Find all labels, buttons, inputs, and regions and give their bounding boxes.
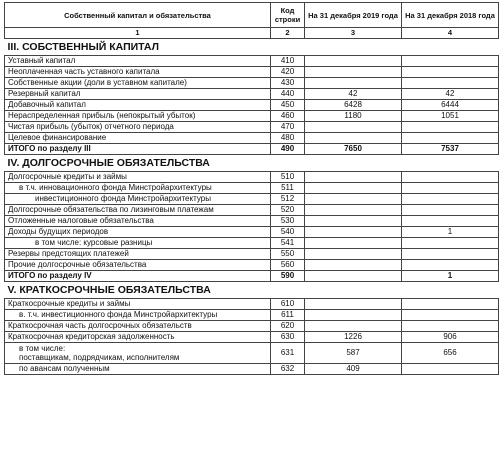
value-2019 bbox=[305, 260, 402, 271]
row-label: Резервный капитал bbox=[5, 89, 271, 100]
value-2019: 409 bbox=[305, 364, 402, 375]
value-2018 bbox=[402, 133, 499, 144]
table-row bbox=[5, 122, 499, 133]
value-2019 bbox=[305, 238, 402, 249]
value-2018: 42 bbox=[402, 89, 499, 100]
row-label: в том числе: bbox=[19, 344, 66, 353]
value-2018 bbox=[402, 78, 499, 89]
value-2018: 7537 bbox=[402, 144, 499, 155]
header-2019: На 31 декабря 2019 года bbox=[305, 3, 402, 28]
row-code: 511 bbox=[271, 183, 305, 194]
section-heading bbox=[5, 282, 499, 299]
row-code: 460 bbox=[271, 111, 305, 122]
value-2019: 42 bbox=[305, 89, 402, 100]
table-row bbox=[5, 310, 499, 321]
row-code: 632 bbox=[271, 364, 305, 375]
value-2018 bbox=[402, 183, 499, 194]
table-row bbox=[5, 364, 499, 375]
row-code: 470 bbox=[271, 122, 305, 133]
value-2018 bbox=[402, 122, 499, 133]
value-2019 bbox=[305, 205, 402, 216]
table-row bbox=[5, 332, 499, 343]
total-row bbox=[5, 144, 499, 155]
row-code: 541 bbox=[271, 238, 305, 249]
value-2019 bbox=[305, 194, 402, 205]
value-2019 bbox=[305, 310, 402, 321]
table-row bbox=[5, 260, 499, 271]
table-row bbox=[5, 56, 499, 67]
header-label: Собственный капитал и обязательства bbox=[5, 3, 271, 28]
value-2018: 656 bbox=[402, 343, 499, 364]
row-label: Уставный капитал bbox=[5, 56, 271, 67]
row-label: Краткосрочная часть долгосрочных обязательств bbox=[5, 321, 271, 332]
value-2018 bbox=[402, 364, 499, 375]
value-2019 bbox=[305, 299, 402, 310]
value-2018 bbox=[402, 194, 499, 205]
row-label: ИТОГО по разделу III bbox=[5, 144, 271, 155]
table-row bbox=[5, 67, 499, 78]
value-2019: 7650 bbox=[305, 144, 402, 155]
value-2018 bbox=[402, 249, 499, 260]
value-2018 bbox=[402, 260, 499, 271]
header-code: Код строки bbox=[271, 3, 305, 28]
value-2019: 6428 bbox=[305, 100, 402, 111]
value-2018 bbox=[402, 238, 499, 249]
row-code: 590 bbox=[271, 271, 305, 282]
row-code: 630 bbox=[271, 332, 305, 343]
row-label-multiline bbox=[5, 343, 271, 364]
column-number: 4 bbox=[402, 28, 499, 39]
value-2019: 1180 bbox=[305, 111, 402, 122]
value-2019 bbox=[305, 321, 402, 332]
section-heading bbox=[5, 155, 499, 172]
row-label: Резервы предстоящих платежей bbox=[5, 249, 271, 260]
row-label: Краткосрочные кредиты и займы bbox=[5, 299, 271, 310]
row-code: 540 bbox=[271, 227, 305, 238]
row-code: 560 bbox=[271, 260, 305, 271]
header-2018: На 31 декабря 2018 года bbox=[402, 3, 499, 28]
value-2018 bbox=[402, 172, 499, 183]
column-number: 1 bbox=[5, 28, 271, 39]
row-label: Краткосрочная кредиторская задолженность bbox=[5, 332, 271, 343]
row-code: 520 bbox=[271, 205, 305, 216]
section-title: V. КРАТКОСРОЧНЫЕ ОБЯЗАТЕЛЬСТВА bbox=[5, 282, 499, 299]
value-2018: 6444 bbox=[402, 100, 499, 111]
row-label: в том числе: курсовые разницы bbox=[5, 238, 271, 249]
value-2019: 587 bbox=[305, 343, 402, 364]
value-2019 bbox=[305, 172, 402, 183]
value-2019: 1226 bbox=[305, 332, 402, 343]
table-row bbox=[5, 183, 499, 194]
value-2018 bbox=[402, 216, 499, 227]
row-label: ИТОГО по разделу IV bbox=[5, 271, 271, 282]
value-2018 bbox=[402, 321, 499, 332]
row-label: Долгосрочные кредиты и займы bbox=[5, 172, 271, 183]
section-title: IV. ДОЛГОСРОЧНЫЕ ОБЯЗАТЕЛЬСТВА bbox=[5, 155, 499, 172]
table-header-row bbox=[5, 3, 499, 28]
row-label: Доходы будущих периодов bbox=[5, 227, 271, 238]
value-2019 bbox=[305, 249, 402, 260]
row-label: Отложенные налоговые обязательства bbox=[5, 216, 271, 227]
row-code: 440 bbox=[271, 89, 305, 100]
total-row bbox=[5, 271, 499, 282]
column-number: 3 bbox=[305, 28, 402, 39]
row-code: 510 bbox=[271, 172, 305, 183]
value-2019 bbox=[305, 133, 402, 144]
table-row bbox=[5, 133, 499, 144]
section-heading bbox=[5, 39, 499, 56]
row-label: Прочие долгосрочные обязательства bbox=[5, 260, 271, 271]
row-code: 631 bbox=[271, 343, 305, 364]
row-label: Собственные акции (доли в уставном капитале) bbox=[5, 78, 271, 89]
row-code: 611 bbox=[271, 310, 305, 321]
value-2018: 906 bbox=[402, 332, 499, 343]
row-code: 620 bbox=[271, 321, 305, 332]
table-row bbox=[5, 216, 499, 227]
value-2018 bbox=[402, 56, 499, 67]
row-label-continued: поставщикам, подрядчикам, исполнителям bbox=[19, 353, 180, 362]
row-label: Нераспределенная прибыль (непокрытый убыток) bbox=[5, 111, 271, 122]
table-row bbox=[5, 227, 499, 238]
row-code: 450 bbox=[271, 100, 305, 111]
row-label: Неоплаченная часть уставного капитала bbox=[5, 67, 271, 78]
table-row bbox=[5, 172, 499, 183]
value-2019 bbox=[305, 216, 402, 227]
column-number: 2 bbox=[271, 28, 305, 39]
row-label: инвестиционного фонда Минстройархитектуры bbox=[5, 194, 271, 205]
row-label: Добавочный капитал bbox=[5, 100, 271, 111]
row-code: 410 bbox=[271, 56, 305, 67]
table-row bbox=[5, 299, 499, 310]
table-row bbox=[5, 194, 499, 205]
value-2019 bbox=[305, 67, 402, 78]
row-code: 490 bbox=[271, 144, 305, 155]
row-label: Целевое финансирование bbox=[5, 133, 271, 144]
table-row bbox=[5, 343, 499, 364]
table-row bbox=[5, 238, 499, 249]
table-row bbox=[5, 89, 499, 100]
value-2019 bbox=[305, 271, 402, 282]
row-code: 512 bbox=[271, 194, 305, 205]
row-code: 430 bbox=[271, 78, 305, 89]
table-row bbox=[5, 111, 499, 122]
table-row bbox=[5, 321, 499, 332]
row-label: в т.ч. инновационного фонда Минстройархитектуры bbox=[5, 183, 271, 194]
value-2018: 1 bbox=[402, 271, 499, 282]
value-2019 bbox=[305, 227, 402, 238]
value-2018: 1 bbox=[402, 227, 499, 238]
row-label: Чистая прибыль (убыток) отчетного периода bbox=[5, 122, 271, 133]
value-2018 bbox=[402, 67, 499, 78]
value-2019 bbox=[305, 122, 402, 133]
section-title: III. СОБСТВЕННЫЙ КАПИТАЛ bbox=[5, 39, 499, 56]
value-2018 bbox=[402, 205, 499, 216]
row-label: в. т.ч. инвестиционного фонда Минстройархитектуры bbox=[5, 310, 271, 321]
column-number-row bbox=[5, 28, 499, 39]
value-2018 bbox=[402, 310, 499, 321]
row-code: 610 bbox=[271, 299, 305, 310]
table-row bbox=[5, 249, 499, 260]
row-code: 530 bbox=[271, 216, 305, 227]
value-2019 bbox=[305, 183, 402, 194]
value-2018: 1051 bbox=[402, 111, 499, 122]
value-2019 bbox=[305, 78, 402, 89]
value-2019 bbox=[305, 56, 402, 67]
balance-sheet bbox=[4, 2, 498, 375]
table-row bbox=[5, 205, 499, 216]
table-row bbox=[5, 100, 499, 111]
value-2018 bbox=[402, 299, 499, 310]
row-code: 480 bbox=[271, 133, 305, 144]
table-row bbox=[5, 78, 499, 89]
row-code: 420 bbox=[271, 67, 305, 78]
row-label: по авансам полученным bbox=[5, 364, 271, 375]
row-label: Долгосрочные обязательства по лизинговым платежам bbox=[5, 205, 271, 216]
row-code: 550 bbox=[271, 249, 305, 260]
balance-table bbox=[4, 2, 499, 375]
